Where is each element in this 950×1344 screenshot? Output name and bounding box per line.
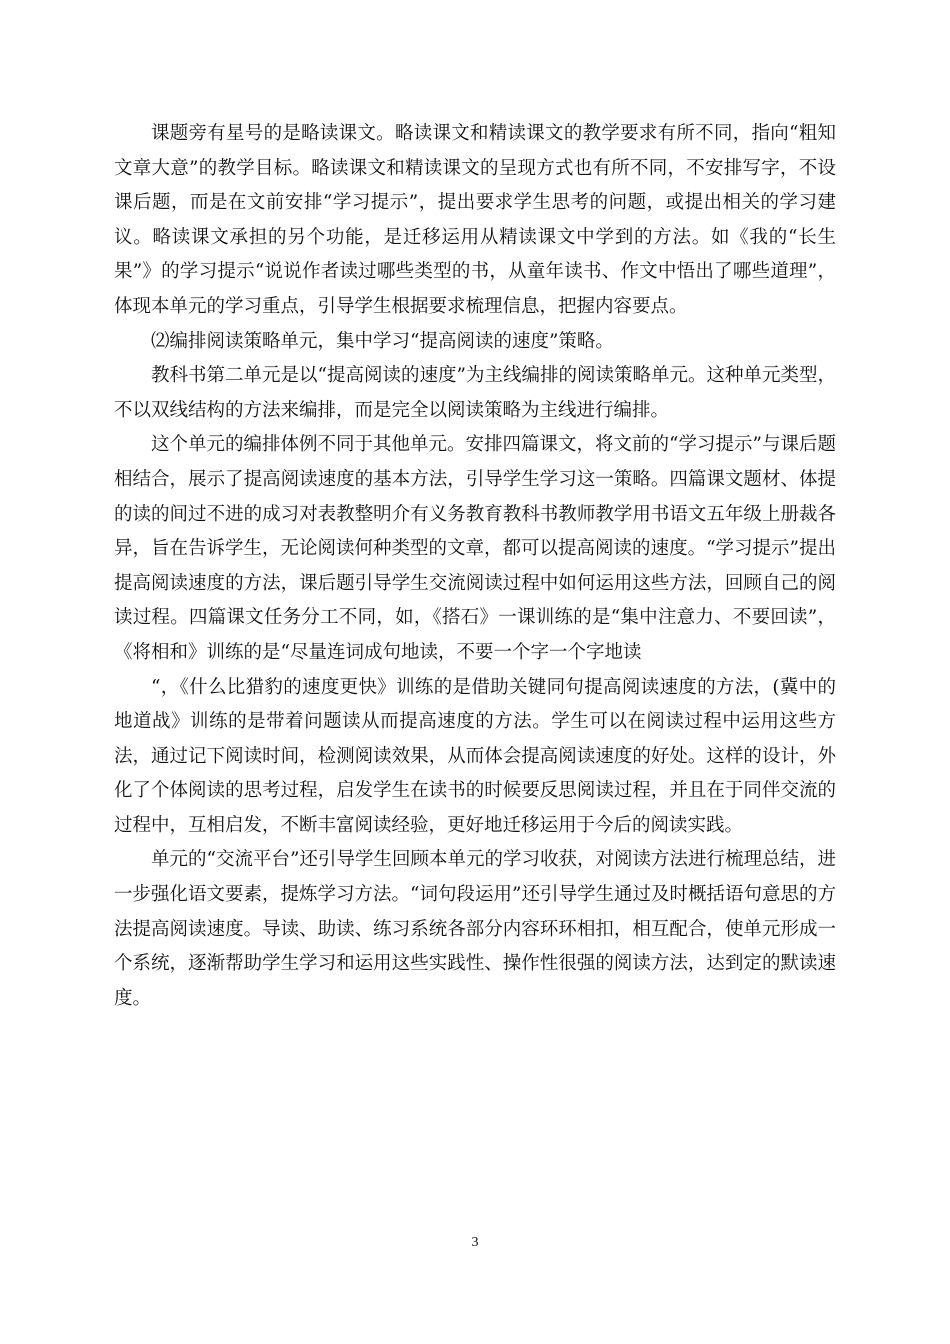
paragraph-skim-reading-texts: 课题旁有星号的是略读课文。略读课文和精读课文的教学要求有所不同，指向“粗知文章大意”的教学目标。略读课文和精读课文的呈现方式也有所不同，不安排写字，不设课后题，而是在文前安排“学习提示”，提出要求学生思考的问题，或提出相关的学习建议。略读课文承担的另个功能，是迁移运用从精读课文中学到的方法。如《我的“长生果”》的学习提示“说说作者读过哪些类型的书，从童年读书、作文中悟出了哪些道理”，体现本单元的学习重点，引导学生根据要求梳理信息，把握内容要点。 [114,123,836,317]
paragraph-unit-structure: 这个单元的编排体例不同于其他单元。安排四篇课文，将文前的“学习提示”与课后题相结合，展示了提高阅读速度的基本方法，引导学生学习这一策略。四篇课文题材、体提的读的间过不进的成习对表教整明介有义务教育教科书教师教学用书语文五年级上册裁各异，旨在告诉学生，无论阅读何种类型的文章，都可以提高阅读的速度。“学习提示”提出提高阅读速度的方法，课后题引导学生交流阅读过程中如何运用这些方法，回顾自己的阅读过程。四篇课文任务分工不同，如，《搭石》一课训练的是“集中注意力、不要回读”，《将相和》训练的是“尽量连词成句地读，不要一个字一个字地读 [114,434,836,663]
paragraph-unit-two-intro: 教科书第二单元是以“提高阅读的速度”为主线编排的阅读策略单元。这种单元类型，不以双线结构的方法来编排，而是完全以阅读策略为主线进行编排。 [114,365,836,421]
paragraph-method-training: “，《什么比猎豹的速度更快》训练的是借助关键同句提高阅读速度的方法，(冀中的地道战》训练的是带着问题读从而提高速度的方法。学生可以在阅读过程中运用这些方法，通过记下阅读时间，检测阅读效果，从而体会提高阅读速度的好处。这样的设计，外化了个体阅读的思考过程，启发学生在读书的时候要反思阅读过程，并且在于同伴交流的过程中，互相启发，不断丰富阅读经验，更好地迁移运用于今后的阅读实践。 [114,676,836,836]
page-number: 3 [471,1235,479,1250]
paragraph-reading-strategy-heading: ⑵编排阅读策略单元，集中学习“提高阅读的速度”策略。 [151,330,614,352]
paragraph-exchange-platform: 单元的“交流平台”还引导学生回顾本单元的学习收获，对阅读方法进行梳理总结，进一步强化语文要素，提炼学习方法。“词句段运用”还引导学生通过及时概括语句意思的方法提高阅读速度。导读、助读、练习系统各部分内容环环相扣，相互配合，使单元形成一个系统，逐渐帮助学生学习和运用这些实践性、操作性很强的阅读方法，达到定的默读速度。 [114,849,836,1009]
body-text [114,117,836,1016]
